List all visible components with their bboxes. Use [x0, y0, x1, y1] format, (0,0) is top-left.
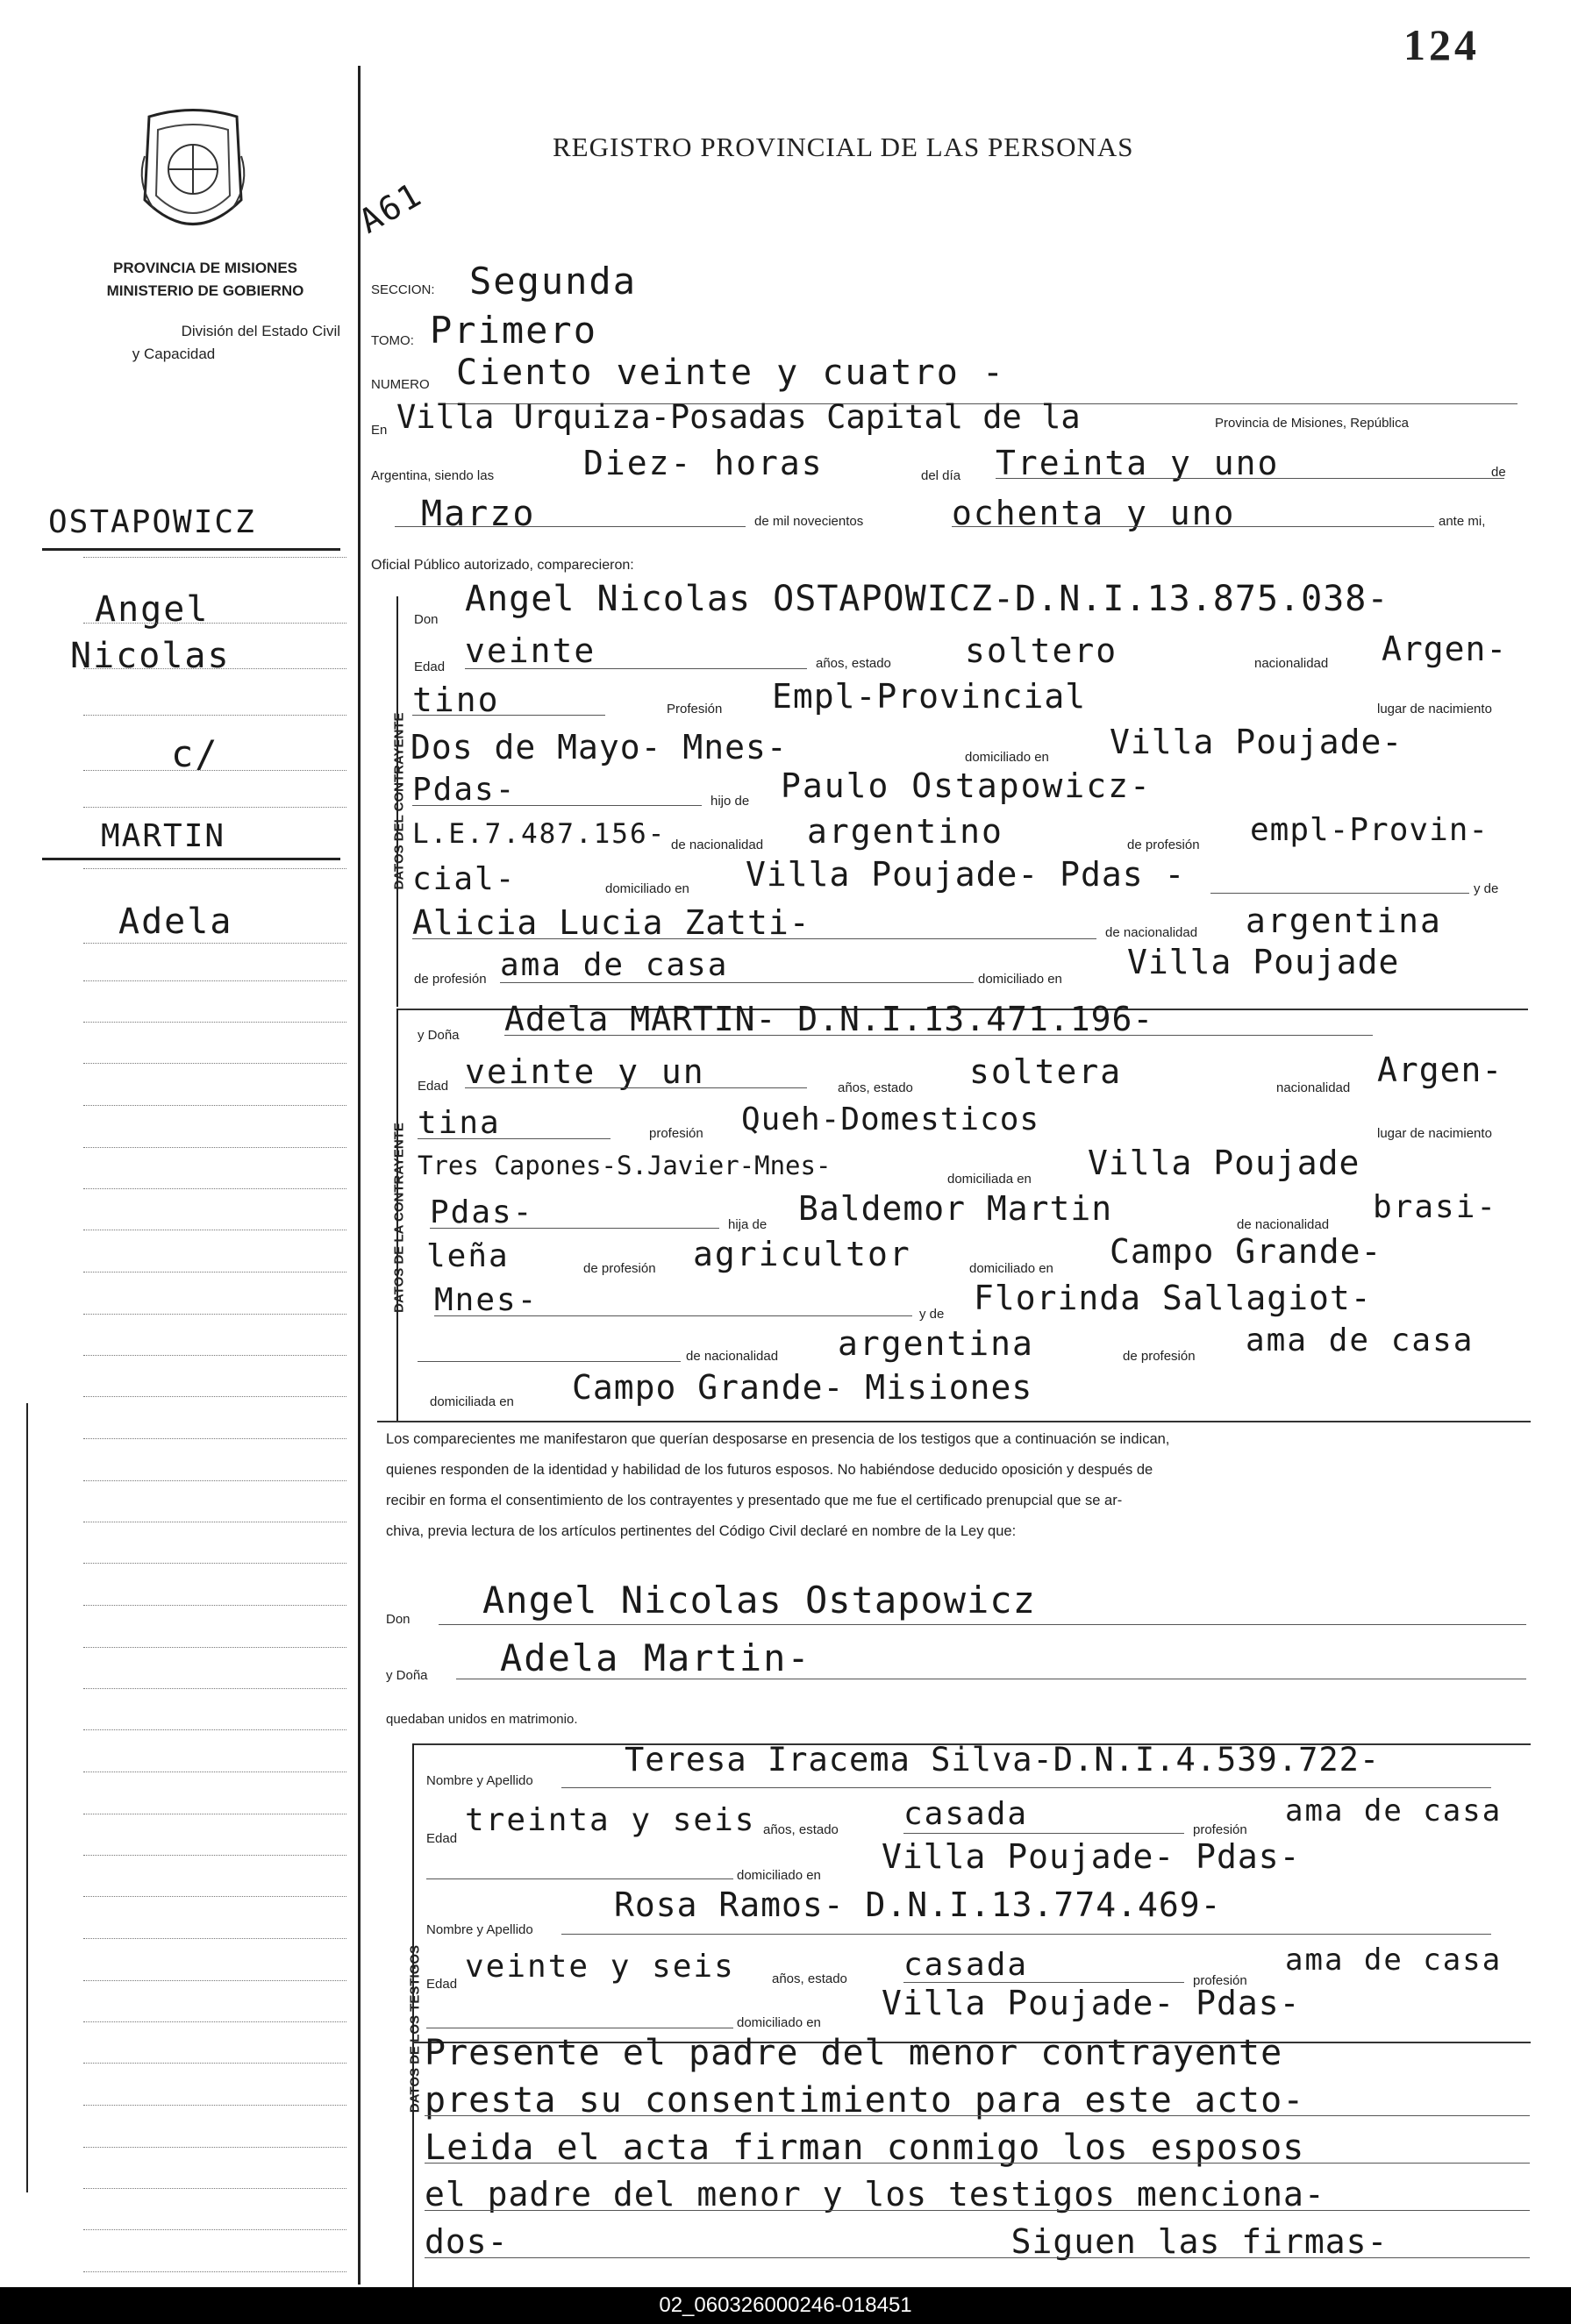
- fill-line: [425, 2115, 1530, 2116]
- dia-value: Treinta y uno: [996, 444, 1280, 482]
- groom-nac-2: tino: [412, 681, 500, 719]
- margin-dotted-line: [83, 1147, 346, 1148]
- margin-connector: c/: [171, 732, 219, 775]
- groom-domicilio-2: Pdas-: [412, 772, 517, 808]
- margin-dotted-line: [83, 1855, 346, 1856]
- nombre-apellido-label: Nombre y Apellido: [426, 1773, 533, 1788]
- fill-line: [504, 1035, 1373, 1036]
- y-dona-label: y Doña: [386, 1668, 428, 1683]
- de-profesion-label: de profesión: [414, 972, 487, 987]
- bride-padre-nac-1: brasi-: [1373, 1189, 1498, 1225]
- fill-line: [465, 1087, 807, 1088]
- witness-2-edad: veinte y seis: [465, 1949, 735, 1985]
- fill-line: [412, 715, 605, 716]
- note-line-3: Leida el acta firman conmigo los esposos: [425, 2128, 1305, 2168]
- margin-dotted-line: [83, 1563, 346, 1564]
- fill-line: [434, 1315, 912, 1316]
- margin-dotted-line: [83, 1605, 346, 1606]
- bride-edad: veinte y un: [465, 1052, 705, 1091]
- fill-line: [439, 1624, 1526, 1625]
- ministry-name: MINISTERIO DE GOBIERNO: [106, 282, 304, 299]
- groom-madre-prof: ama de casa: [500, 947, 729, 983]
- groom-edad: veinte: [465, 631, 596, 670]
- division-line2: y Capacidad: [132, 346, 216, 362]
- seccion-value: Segunda: [469, 260, 638, 303]
- domiciliada-label: domiciliada en: [430, 1394, 514, 1409]
- fill-line: [903, 1982, 1184, 1983]
- division-line1: División del Estado Civil: [181, 323, 340, 339]
- note-line-1: Presente el padre del menor contrayente: [425, 2033, 1283, 2073]
- margin-dotted-line: [83, 807, 346, 808]
- margin-dotted-line: [83, 770, 346, 771]
- domiciliado-label: domiciliado en: [965, 750, 1049, 765]
- domiciliado-label: domiciliado en: [978, 972, 1062, 987]
- declaration-line-4: chiva, previa lectura de los artículos pertinentes del Código Civil declaré en nombre de la Ley que:: [386, 1523, 1017, 1539]
- page-number: 124: [1403, 20, 1480, 69]
- bride-nac-2: tina: [418, 1105, 501, 1141]
- declaration-line-3: recibir en forma el consentimiento de los contrayentes y presentado que me fue el certificado prenupcial que se ar-: [386, 1493, 1123, 1508]
- margin-dotted-line: [83, 1938, 346, 1939]
- anio-value: ochenta y uno: [952, 494, 1236, 532]
- margin-rule: [42, 548, 340, 551]
- fill-line: [418, 1361, 681, 1362]
- witness-2-profesion: ama de casa: [1285, 1943, 1503, 1978]
- note-line-4: el padre del menor y los testigos menciona-: [425, 2175, 1325, 2214]
- page-divider-line: [358, 66, 361, 2285]
- margin-dotted-line: [83, 1396, 346, 1397]
- margin-dotted-line: [83, 623, 346, 624]
- don-label: Don: [414, 612, 439, 627]
- margin-dotted-line: [83, 2188, 346, 2189]
- groom-madre-dom: Villa Poujade: [1127, 943, 1400, 981]
- margin-surname-2: MARTIN: [101, 818, 226, 854]
- witness-1-edad: treinta y seis: [465, 1802, 756, 1838]
- margin-dotted-line: [83, 2063, 346, 2064]
- bride-madre-dom: Campo Grande- Misiones: [572, 1368, 1033, 1407]
- margin-dotted-line: [83, 1729, 346, 1730]
- section-divider: [377, 1421, 1531, 1422]
- quedaban-label: quedaban unidos en matrimonio.: [386, 1712, 578, 1727]
- witness-1-estado: casada: [903, 1796, 1029, 1832]
- en-label: En: [371, 423, 388, 438]
- margin-dotted-line: [83, 715, 346, 716]
- profesion-label: Profesión: [667, 702, 723, 716]
- margin-dotted-line: [83, 1688, 346, 1689]
- fill-line: [430, 1228, 719, 1229]
- margin-dotted-line: [83, 1105, 346, 1106]
- groom-padre-prof-2: cial-: [412, 861, 517, 897]
- bride-estado: soltera: [969, 1052, 1123, 1091]
- margin-dotted-line: [83, 2105, 346, 2106]
- document-id: 02_060326000246-018451: [659, 2293, 912, 2317]
- fill-line: [395, 526, 746, 527]
- anos-estado-label: años, estado: [772, 1971, 847, 1986]
- margin-dotted-line: [83, 1063, 346, 1064]
- witness-2-name: Rosa Ramos- D.N.I.13.774.469-: [614, 1886, 1222, 1924]
- margin-dotted-line: [83, 2147, 346, 2148]
- provincia-label: Provincia de Misiones, República: [1215, 416, 1409, 431]
- groom-madre-nac: argentina: [1246, 902, 1442, 940]
- lugar-nac-label: lugar de nacimiento: [1377, 702, 1492, 716]
- fill-line: [412, 938, 1096, 939]
- groom-padre: Paulo Ostapowicz-: [781, 766, 1152, 805]
- margin-line: [26, 1403, 28, 2192]
- de-profesion-label: de profesión: [1127, 838, 1200, 852]
- domiciliado-label: domiciliado en: [737, 2015, 821, 2030]
- margin-given-1b: Nicolas: [70, 636, 231, 676]
- bride-domicilio-1: Villa Poujade: [1088, 1144, 1360, 1182]
- page-title: REGISTRO PROVINCIAL DE LAS PERSONAS: [553, 132, 1134, 162]
- bride-padre-dom-2: Mnes-: [434, 1282, 539, 1318]
- bride-padre: Baldemor Martin: [798, 1189, 1113, 1228]
- argentina-siendo-label: Argentina, siendo las: [371, 468, 495, 483]
- fill-line: [952, 526, 1434, 527]
- note-line-2: presta su consentimiento para este acto-: [425, 2080, 1305, 2121]
- domiciliado-label: domiciliado en: [969, 1261, 1053, 1276]
- anos-estado-label: años, estado: [838, 1080, 913, 1095]
- nombre-apellido-label: Nombre y Apellido: [426, 1922, 533, 1937]
- domiciliado-label: domiciliado en: [737, 1868, 821, 1883]
- anos-estado-label: años, estado: [763, 1822, 839, 1837]
- margin-dotted-line: [83, 1314, 346, 1315]
- witness-2-estado: casada: [903, 1947, 1029, 1983]
- fill-line: [426, 1878, 733, 1879]
- bride-name: Adela MARTIN- D.N.I.13.471.196-: [504, 1000, 1154, 1038]
- footer-bar: [0, 2287, 1571, 2324]
- y-de-label: y de: [919, 1307, 945, 1322]
- margin-surname-1: OSTAPOWICZ: [48, 504, 256, 540]
- margin-given-2: Adela: [118, 902, 233, 942]
- bride-lugar-nac: Tres Capones-S.Javier-Mnes-: [418, 1151, 832, 1180]
- de-mil-label: de mil novecientos: [754, 514, 864, 529]
- margin-dotted-line: [83, 2229, 346, 2230]
- witness-2-domicilio: Villa Poujade- Pdas-: [882, 1984, 1301, 2022]
- de-profesion-label: de profesión: [583, 1261, 656, 1276]
- bride-madre: Florinda Sallagiot-: [974, 1279, 1372, 1317]
- witness-1-profesion: ama de casa: [1285, 1793, 1503, 1829]
- seccion-label: SECCION:: [371, 282, 435, 297]
- groom-name: Angel Nicolas OSTAPOWICZ-D.N.I.13.875.038-: [465, 579, 1389, 619]
- bride-nac-1: Argen-: [1377, 1051, 1503, 1089]
- groom-madre: Alicia Lucia Zatti-: [412, 903, 810, 942]
- margin-dotted-line: [83, 1647, 346, 1648]
- domiciliado-label: domiciliado en: [605, 881, 689, 896]
- profesion-label: profesión: [649, 1126, 703, 1141]
- domiciliada-label: domiciliada en: [947, 1172, 1032, 1187]
- margin-dotted-line: [83, 1980, 346, 1981]
- margin-dotted-line: [83, 1438, 346, 1439]
- groom-section-label: DATOS DEL CONTRAYENTE: [391, 712, 407, 890]
- del-dia-label: del día: [921, 468, 961, 483]
- fill-line: [425, 2257, 1530, 2258]
- groom-profesion: Empl-Provincial: [772, 677, 1087, 716]
- hija-de-label: hija de: [728, 1217, 768, 1232]
- province-name: PROVINCIA DE MISIONES: [112, 260, 297, 276]
- don-label: Don: [386, 1612, 411, 1627]
- fill-line: [903, 1833, 1184, 1834]
- bride-profesion: Queh-Domesticos: [741, 1101, 1040, 1137]
- groom-padre-prof-1: empl-Provin-: [1250, 812, 1489, 848]
- de-nacionalidad-label: de nacionalidad: [686, 1349, 779, 1364]
- groom-lugar-nac: Dos de Mayo- Mnes-: [411, 728, 788, 766]
- spouse-don: Angel Nicolas Ostapowicz: [482, 1579, 1036, 1622]
- margin-dotted-line: [83, 2021, 346, 2022]
- hora-value: Diez- horas: [583, 444, 824, 482]
- groom-padre-doc: L.E.7.487.156-: [412, 818, 667, 850]
- oficial-label: Oficial Público autorizado, comparecieron:: [371, 558, 634, 573]
- ante-mi-label: ante mi,: [1439, 514, 1486, 529]
- groom-estado: soltero: [965, 631, 1118, 670]
- margin-dotted-line: [83, 2271, 346, 2272]
- y-de-label: y de: [1474, 881, 1499, 896]
- de-nacionalidad-label: de nacionalidad: [671, 838, 764, 852]
- anos-estado-label: años, estado: [816, 656, 891, 671]
- de-nacionalidad-label: de nacionalidad: [1237, 1217, 1330, 1232]
- bride-padre-prof: agricultor: [693, 1235, 911, 1273]
- margin-dotted-line: [83, 943, 346, 944]
- note-line-5: dos- Siguen las firmas-: [425, 2222, 1389, 2261]
- margin-dotted-line: [83, 1480, 346, 1481]
- edad-label: Edad: [418, 1079, 449, 1094]
- fill-line: [1210, 893, 1469, 894]
- margin-given-1a: Angel: [95, 589, 210, 630]
- witness-1-domicilio: Villa Poujade- Pdas-: [882, 1837, 1301, 1876]
- de-label: de: [1491, 465, 1506, 480]
- margin-dotted-line: [83, 980, 346, 981]
- mes-value: Marzo: [421, 494, 536, 534]
- hijo-de-label: hijo de: [711, 794, 750, 809]
- tomo-label: TOMO:: [371, 333, 414, 348]
- margin-dotted-line: [83, 868, 346, 869]
- margin-rule: [42, 858, 340, 860]
- groom-padre-dom: Villa Poujade- Pdas -: [746, 855, 1186, 894]
- bride-madre-nac: argentina: [838, 1324, 1034, 1363]
- margin-dotted-line: [83, 668, 346, 669]
- witness-1-name: Teresa Iracema Silva-D.N.I.4.539.722-: [625, 1741, 1381, 1779]
- bride-padre-dom-1: Campo Grande-: [1110, 1232, 1382, 1271]
- declaration-line-2: quienes responden de la identidad y habilidad de los futuros esposos. No habiéndose deducido oposición y después de: [386, 1462, 1153, 1478]
- margin-dotted-line: [83, 1188, 346, 1189]
- fill-line: [418, 1138, 611, 1139]
- declaration-line-1: Los comparecientes me manifestaron que querían desposarse en presencia de los testigos que a continuación se indican,: [386, 1431, 1170, 1447]
- edad-label: Edad: [414, 659, 446, 674]
- groom-nac-1: Argen-: [1382, 630, 1508, 668]
- profesion-label: profesión: [1193, 1822, 1247, 1837]
- fill-line: [500, 982, 974, 983]
- witnesses-section-label: DATOS DE LOS TESTIGOS: [407, 1944, 423, 2114]
- edad-label: Edad: [426, 1831, 458, 1846]
- fill-line: [425, 2163, 1530, 2164]
- fill-line: [465, 668, 807, 669]
- lugar-nac-label: lugar de nacimiento: [1377, 1126, 1492, 1141]
- fill-line: [425, 2210, 1530, 2211]
- bride-domicilio-2: Pdas-: [430, 1194, 534, 1230]
- tomo-value: Primero: [430, 309, 598, 352]
- de-profesion-label: de profesión: [1123, 1349, 1196, 1364]
- spouse-dona: Adela Martin-: [500, 1636, 811, 1679]
- groom-domicilio-1: Villa Poujade-: [1110, 723, 1403, 761]
- profesion-label: profesión: [1193, 1973, 1247, 1988]
- bride-padre-nac-2: leña: [426, 1238, 510, 1274]
- provincial-seal: [132, 103, 254, 248]
- margin-dotted-line: [83, 1355, 346, 1356]
- numero-label: NUMERO: [371, 377, 430, 392]
- nacionalidad-label: nacionalidad: [1254, 656, 1329, 671]
- fill-line: [412, 805, 702, 806]
- de-nacionalidad-label: de nacionalidad: [1105, 925, 1198, 940]
- bride-madre-prof: ama de casa: [1246, 1322, 1475, 1358]
- margin-note: A61: [352, 175, 429, 241]
- y-dona-label: y Doña: [418, 1028, 460, 1043]
- fill-line: [996, 478, 1504, 479]
- margin-dotted-line: [83, 557, 346, 558]
- fill-line: [561, 1787, 1491, 1788]
- numero-value: Ciento veinte y cuatro -: [456, 353, 1005, 393]
- edad-label: Edad: [426, 1977, 458, 1992]
- bride-section-label: DATOS DE LA CONTRAYENTE: [391, 1123, 407, 1313]
- nacionalidad-label: nacionalidad: [1276, 1080, 1351, 1095]
- margin-dotted-line: [83, 1022, 346, 1023]
- lugar-value: Villa Urquiza-Posadas Capital de la: [396, 398, 1081, 436]
- groom-padre-nac: argentino: [807, 812, 1003, 851]
- fill-line: [561, 1934, 1491, 1935]
- margin-dotted-line: [83, 1896, 346, 1897]
